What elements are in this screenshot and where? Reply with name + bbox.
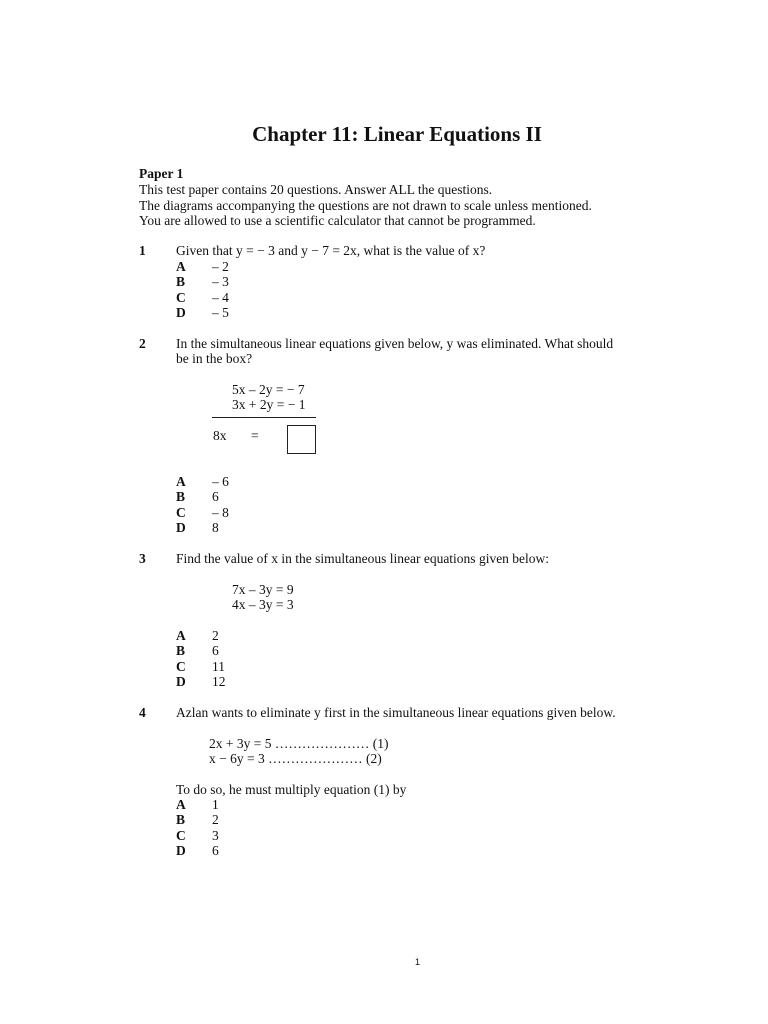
- equation: 5x – 2y = − 7: [232, 382, 305, 397]
- question-number: 2: [139, 336, 146, 351]
- option-value: – 3: [212, 274, 229, 289]
- question-number: 1: [139, 243, 146, 258]
- option-value: – 6: [212, 474, 229, 489]
- option-value: 8: [212, 520, 219, 535]
- option-letter: C: [176, 505, 186, 520]
- option-value: 6: [212, 843, 219, 858]
- option-value: – 5: [212, 305, 229, 320]
- option-letter: D: [176, 843, 186, 858]
- equals-sign: =: [251, 428, 259, 443]
- answer-box: [287, 425, 316, 454]
- page-title: Chapter 11: Linear Equations II: [252, 122, 542, 146]
- option-letter: B: [176, 489, 186, 504]
- instruction-line: This test paper contains 20 questions. Answer ALL the questions.: [139, 182, 493, 197]
- question-text: Find the value of x in the simultaneous linear equations given below:: [176, 551, 550, 566]
- option-letter: A: [176, 474, 186, 489]
- question-text: be in the box?: [176, 351, 253, 366]
- option-value: 6: [212, 643, 219, 658]
- question-text: In the simultaneous linear equations given below, y was eliminated. What should: [176, 336, 614, 351]
- question-text: Given that y = − 3 and y − 7 = 2x, what is the value of x?: [176, 243, 486, 258]
- instruction-line: You are allowed to use a scientific calculator that cannot be programmed.: [139, 213, 536, 228]
- equation: 7x – 3y = 9: [232, 582, 294, 597]
- option-value: 1: [212, 797, 219, 812]
- option-letter: D: [176, 305, 186, 320]
- question-prompt: To do so, he must multiply equation (1) by: [176, 782, 407, 797]
- equation-result: 8x: [213, 428, 227, 443]
- option-value: – 2: [212, 259, 229, 274]
- question-number: 4: [139, 705, 146, 720]
- option-letter: B: [176, 274, 186, 289]
- option-letter: C: [176, 828, 186, 843]
- equation: 2x + 3y = 5 ………………… (1): [209, 736, 389, 751]
- option-value: 2: [212, 812, 219, 827]
- option-letter: A: [176, 259, 186, 274]
- option-letter: C: [176, 659, 186, 674]
- question-text: Azlan wants to eliminate y first in the simultaneous linear equations given below.: [176, 705, 616, 720]
- option-value: 12: [212, 674, 226, 689]
- sum-line: [212, 417, 316, 418]
- option-letter: C: [176, 290, 186, 305]
- option-value: 3: [212, 828, 219, 843]
- option-letter: A: [176, 628, 186, 643]
- option-value: 11: [212, 659, 225, 674]
- option-letter: A: [176, 797, 186, 812]
- option-letter: D: [176, 520, 186, 535]
- instruction-line: The diagrams accompanying the questions are not drawn to scale unless mentioned.: [139, 198, 592, 213]
- option-value: 2: [212, 628, 219, 643]
- option-value: – 4: [212, 290, 229, 305]
- paper-heading: Paper 1: [139, 166, 184, 181]
- option-letter: D: [176, 674, 186, 689]
- equation: 3x + 2y = − 1: [232, 397, 306, 412]
- equation: 4x – 3y = 3: [232, 597, 294, 612]
- equation: x − 6y = 3 ………………… (2): [209, 751, 382, 766]
- option-value: – 8: [212, 505, 229, 520]
- option-letter: B: [176, 812, 186, 827]
- page-number: 1: [415, 957, 421, 967]
- option-value: 6: [212, 489, 219, 504]
- option-letter: B: [176, 643, 186, 658]
- question-number: 3: [139, 551, 146, 566]
